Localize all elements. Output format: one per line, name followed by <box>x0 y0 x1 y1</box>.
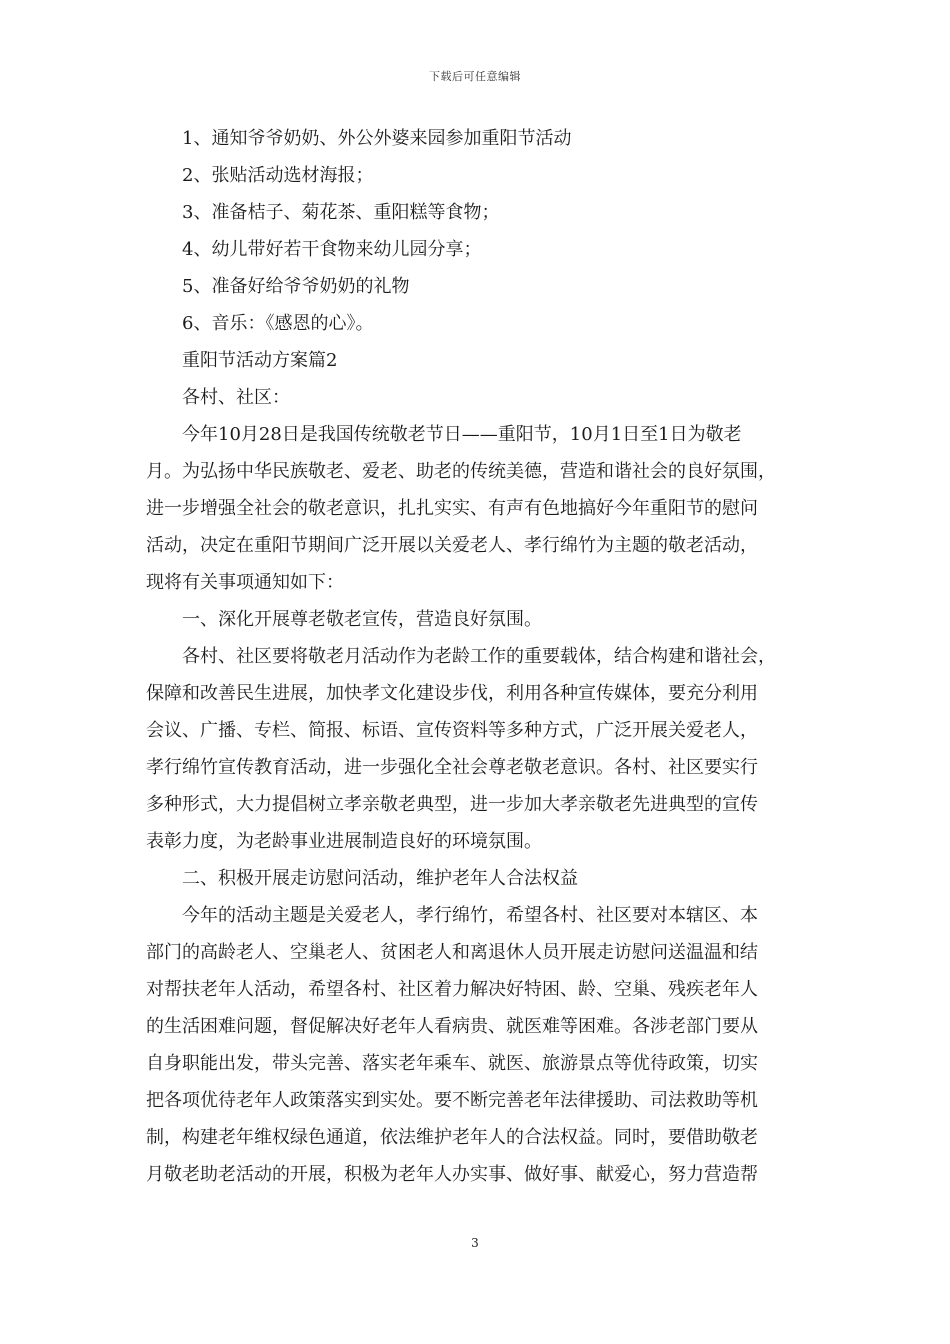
section-heading: 一、深化开展尊老敬老宣传，营造良好氛围。 <box>182 609 542 630</box>
paragraph-line: 今年的活动主题是关爱老人，孝行绵竹，希望各村、社区要对本辖区、本 <box>182 905 758 926</box>
section-title: 重阳节活动方案篇2 <box>182 350 338 371</box>
list-item: 2、张贴活动选材海报； <box>182 165 374 186</box>
paragraph-line: 对帮扶老年人活动，希望各村、社区着力解决好特困、龄、空巢、残疾老年人 <box>146 979 758 1000</box>
paragraph-line: 进一步增强全社会的敬老意识，扎扎实实、有声有色地搞好今年重阳节的慰问 <box>146 498 758 519</box>
paragraph-line: 会议、广播、专栏、简报、标语、宣传资料等多种方式，广泛开展关爱老人， <box>146 720 758 741</box>
paragraph-line: 月。为弘扬中华民族敬老、爱老、助老的传统美德，营造和谐社会的良好氛围， <box>146 461 776 482</box>
paragraph-line: 保障和改善民生进展，加快孝文化建设步伐，利用各种宣传媒体，要充分利用 <box>146 683 758 704</box>
list-item: 4、幼儿带好若干食物来幼儿园分享； <box>182 239 482 260</box>
list-item: 6、音乐：《感恩的心》。 <box>182 313 374 334</box>
page-number: 3 <box>471 1236 479 1250</box>
paragraph-line: 制，构建老年维权绿色通道，依法维护老年人的合法权益。同时，要借助敬老 <box>146 1127 758 1148</box>
page-header-note: 下载后可任意编辑 <box>429 70 521 83</box>
paragraph-line: 活动，决定在重阳节期间广泛开展以关爱老人、孝行绵竹为主题的敬老活动， <box>146 535 758 556</box>
list-item: 1、通知爷爷奶奶、外公外婆来园参加重阳节活动 <box>182 128 572 149</box>
salutation: 各村、社区： <box>182 387 290 408</box>
paragraph-line: 多种形式，大力提倡树立孝亲敬老典型，进一步加大孝亲敬老先进典型的宣传 <box>146 794 758 815</box>
paragraph-line: 今年10月28日是我国传统敬老节日——重阳节，10月1日至1日为敬老 <box>182 424 742 445</box>
list-item: 3、准备桔子、菊花茶、重阳糕等食物； <box>182 202 500 223</box>
section-heading: 二、积极开展走访慰问活动，维护老年人合法权益 <box>182 868 578 889</box>
paragraph-line: 的生活困难问题，督促解决好老年人看病贵、就医难等困难。各涉老部门要从 <box>146 1016 758 1037</box>
paragraph-line: 部门的高龄老人、空巢老人、贫困老人和离退休人员开展走访慰问送温温和结 <box>146 942 758 963</box>
paragraph-line: 自身职能出发，带头完善、落实老年乘车、就医、旅游景点等优待政策，切实 <box>146 1053 758 1074</box>
paragraph-line: 各村、社区要将敬老月活动作为老龄工作的重要载体，结合构建和谐社会， <box>182 646 776 667</box>
list-item: 5、准备好给爷爷奶奶的礼物 <box>182 276 410 297</box>
document-body <box>146 120 812 1193</box>
paragraph-line: 月敬老助老活动的开展，积极为老年人办实事、做好事、献爱心，努力营造帮 <box>146 1164 758 1185</box>
paragraph-line: 表彰力度，为老龄事业进展制造良好的环境氛围。 <box>146 831 542 852</box>
paragraph-line: 把各项优待老年人政策落实到实处。要不断完善老年法律援助、司法救助等机 <box>146 1090 758 1111</box>
paragraph-line: 孝行绵竹宣传教育活动，进一步强化全社会尊老敬老意识。各村、社区要实行 <box>146 757 758 778</box>
paragraph-line: 现将有关事项通知如下： <box>146 572 344 593</box>
